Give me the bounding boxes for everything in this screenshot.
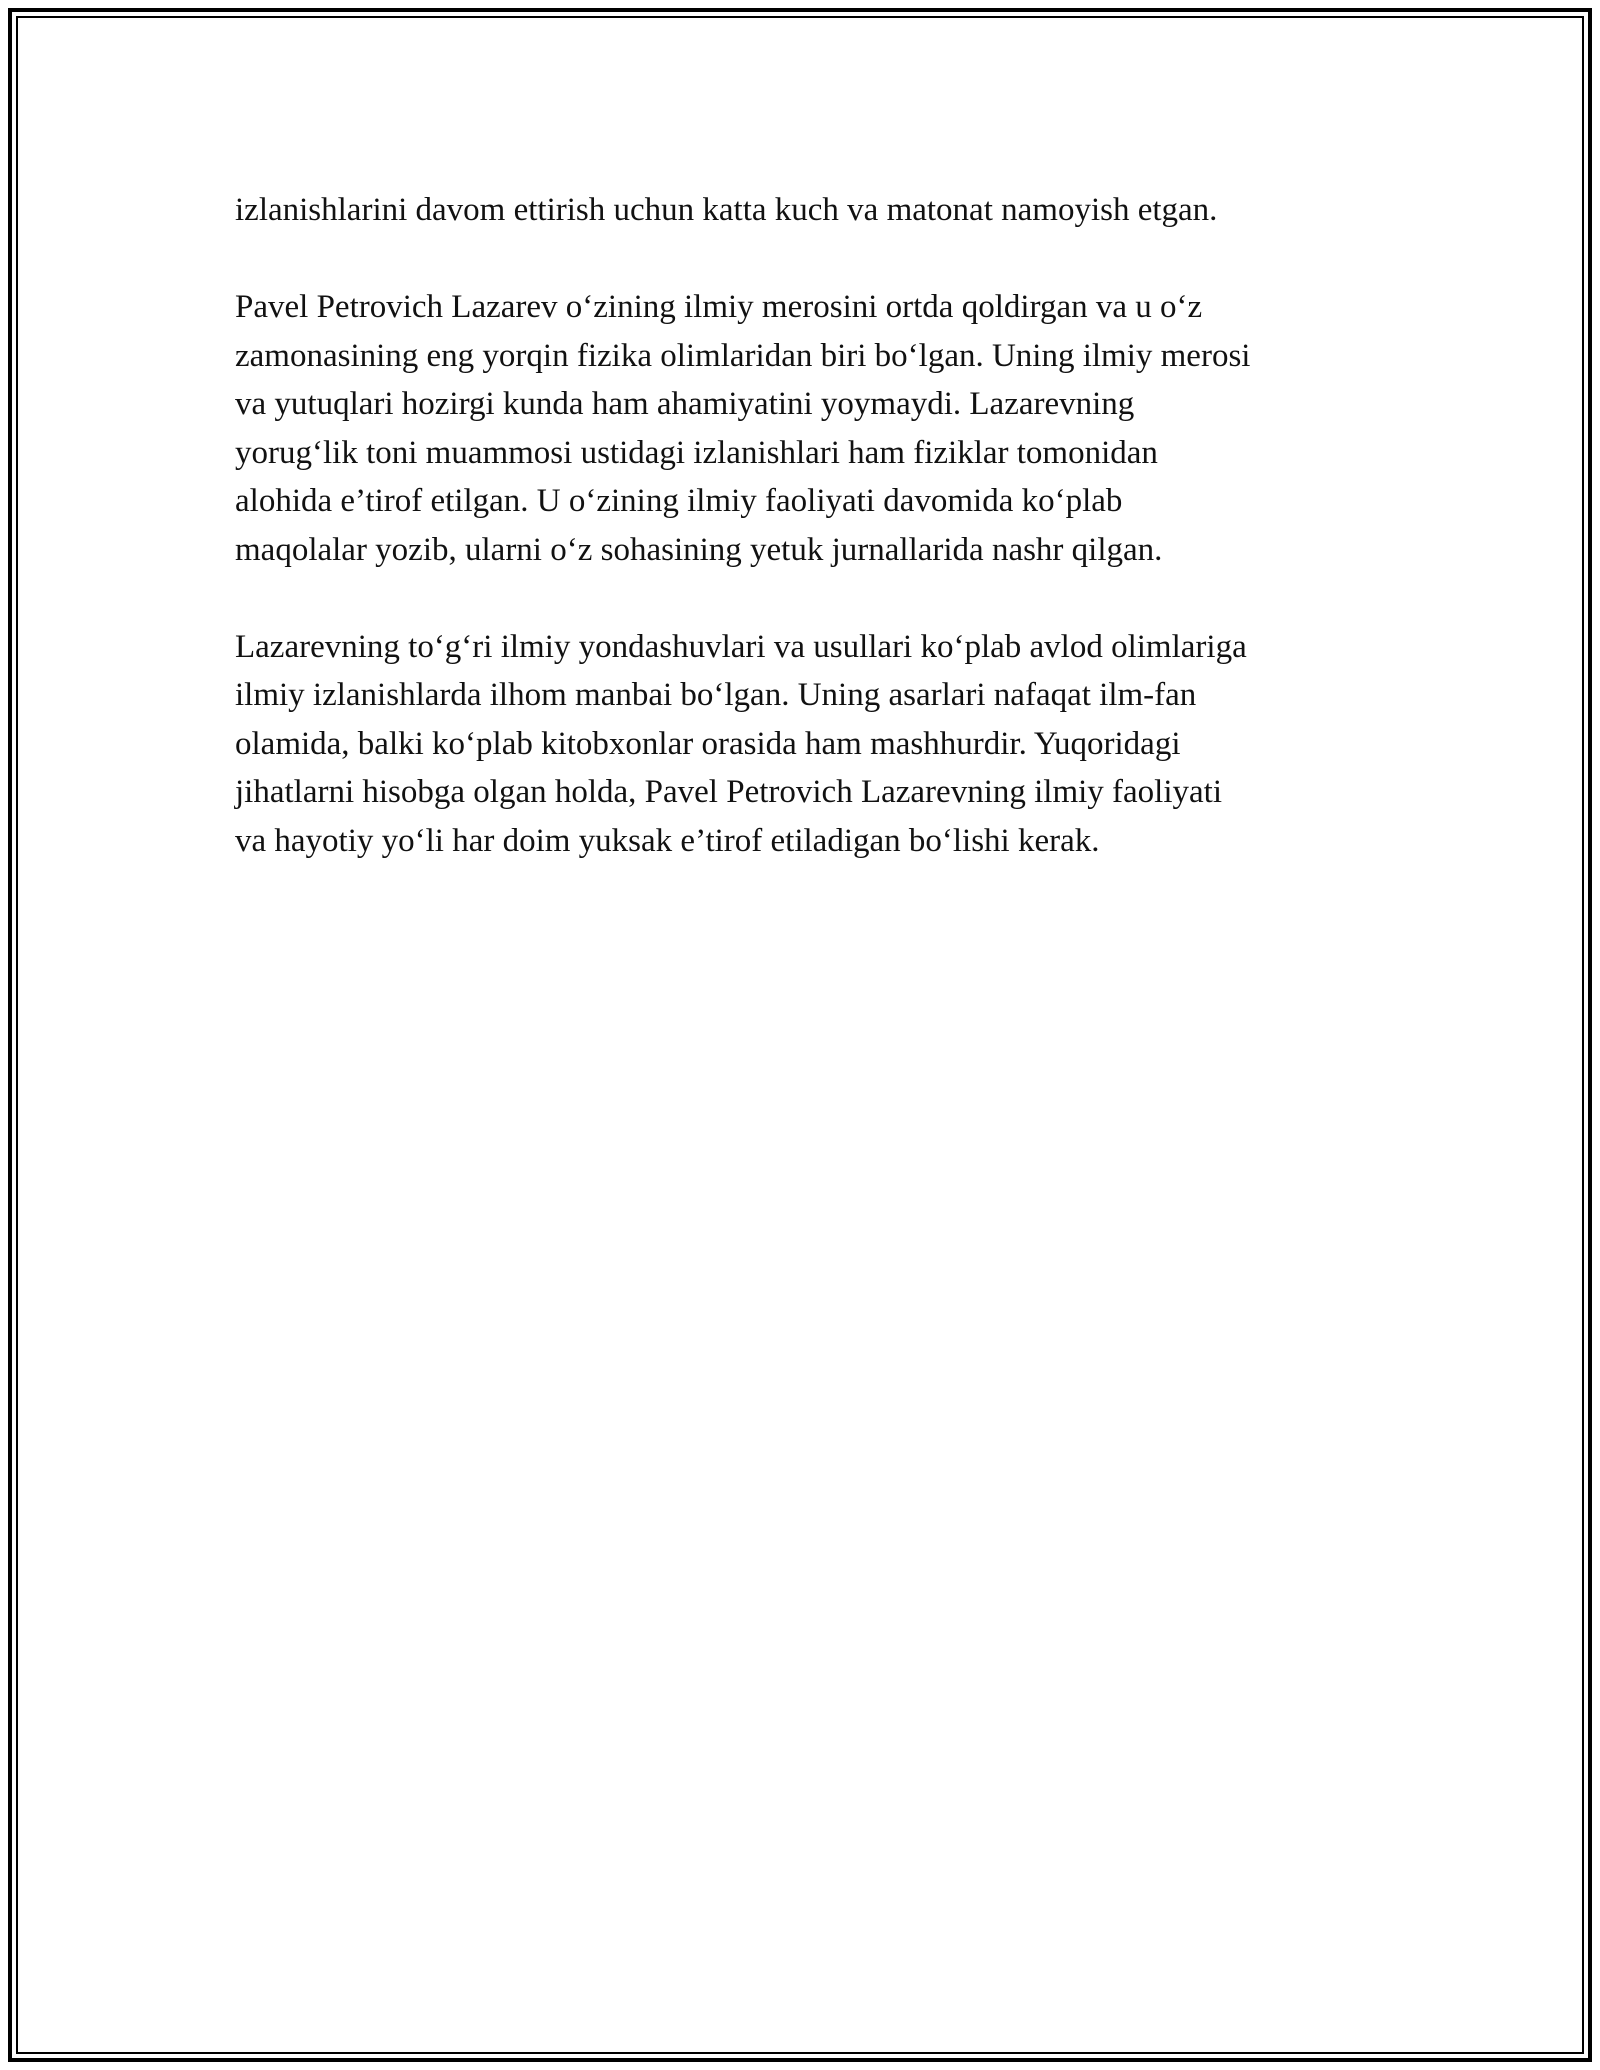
text-line: ilmiy izlanishlarda ilhom manbai bo‘lgan. Uning asarlari nafaqat ilm-fan xyxy=(235,677,1197,713)
paragraph-2 xyxy=(235,283,1375,574)
text-line: olamida, balki ko‘plab kitobxonlar orasida ham mashhurdir. Yuqoridagi xyxy=(235,725,1181,762)
text-line: izlanishlarini davom ettirish uchun katta kuch va matonat namoyish etgan. xyxy=(235,192,1218,228)
text-line: yorug‘lik toni muammosi ustidagi izlanishlari ham fiziklar tomonidan xyxy=(235,434,1158,471)
text-line: maqolalar yozib, ularni o‘z sohasining yetuk jurnallarida nashr qilgan. xyxy=(235,531,1163,568)
text-line: Lazarevning to‘g‘ri ilmiy yondashuvlari va usullari ko‘plab avlod olimlariga xyxy=(235,628,1247,665)
text-line: jihatlarni hisobga olgan holda, Pavel Petrovich Lazarevning ilmiy faoliyati xyxy=(235,774,1222,810)
text-line: Pavel Petrovich Lazarev o‘zining ilmiy merosini ortda qoldirgan va u o‘z xyxy=(235,289,1203,325)
text-line: alohida e’tirof etilgan. U o‘zining ilmiy faoliyati davomida ko‘plab xyxy=(235,483,1123,519)
text-line: zamonasining eng yorqin fizika olimlaridan biri bo‘lgan. Uning ilmiy merosi xyxy=(235,337,1251,374)
document-body xyxy=(235,186,1375,914)
paragraph-3 xyxy=(235,623,1375,866)
text-line: va yutuqlari hozirgi kunda ham ahamiyatini yoymaydi. Lazarevning xyxy=(235,386,1135,422)
text-line: va hayotiy yo‘li har doim yuksak e’tirof etiladigan bo‘lishi kerak. xyxy=(235,822,1100,859)
paragraph-1 xyxy=(235,186,1375,235)
